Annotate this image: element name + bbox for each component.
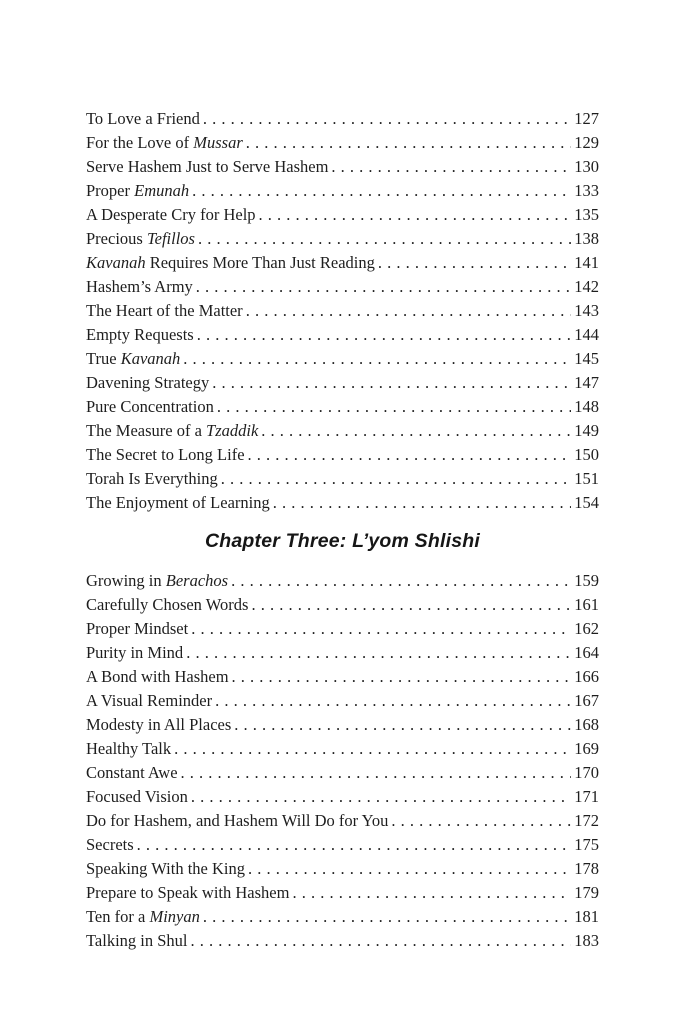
toc-entry xyxy=(86,131,599,155)
dot-leader xyxy=(217,395,571,419)
toc-entry-page-number: 175 xyxy=(574,835,599,854)
toc-entry-title: Precious Tefillos xyxy=(86,229,195,248)
dot-leader xyxy=(215,689,571,713)
dot-leader xyxy=(191,929,572,953)
toc-entry xyxy=(86,833,599,857)
dot-leader xyxy=(198,227,571,251)
toc-entry xyxy=(86,881,599,905)
toc-entry-page-number: 179 xyxy=(574,883,599,902)
toc-section xyxy=(86,107,599,515)
dot-leader xyxy=(259,203,572,227)
toc-entry xyxy=(86,155,599,179)
toc-entry xyxy=(86,203,599,227)
toc-entry-title: Carefully Chosen Words xyxy=(86,595,249,614)
toc-entry xyxy=(86,689,599,713)
toc-entry-title: True Kavanah xyxy=(86,349,181,368)
toc-entry-page-number: 130 xyxy=(574,157,599,176)
toc-entry-page-number: 172 xyxy=(574,811,599,830)
toc-entry xyxy=(86,299,599,323)
toc-entry-page-number: 129 xyxy=(574,133,599,152)
toc-entry xyxy=(86,491,599,515)
dot-leader xyxy=(331,155,571,179)
dot-leader xyxy=(232,665,572,689)
toc-entry xyxy=(86,323,599,347)
dot-leader xyxy=(197,323,572,347)
toc-entry-page-number: 151 xyxy=(574,469,599,488)
dot-leader xyxy=(234,713,571,737)
chapter-heading: Chapter Three: L’yom Shlishi xyxy=(204,530,481,552)
toc-entry-page-number: 164 xyxy=(574,643,599,662)
toc-entry-page-number: 135 xyxy=(574,205,599,224)
toc-entry-page-number: 181 xyxy=(574,907,599,926)
toc-entry-title: Modesty in All Places xyxy=(86,715,232,734)
toc-entry-title: Ten for a Minyan xyxy=(86,907,200,926)
toc-entry-title: Do for Hashem, and Hashem Will Do for You xyxy=(86,811,389,830)
dot-leader xyxy=(183,347,571,371)
toc-entry-page-number: 147 xyxy=(574,373,599,392)
toc-entry xyxy=(86,785,599,809)
toc-entry-title: Talking in Shul xyxy=(86,931,188,950)
toc-entry-title: Constant Awe xyxy=(86,763,178,782)
toc-entry xyxy=(86,713,599,737)
toc-entry-page-number: 143 xyxy=(574,301,599,320)
dot-leader xyxy=(378,251,571,275)
toc-entry-page-number: 127 xyxy=(574,109,599,128)
toc-entry-page-number: 138 xyxy=(574,229,599,248)
dot-leader xyxy=(246,131,572,155)
toc-entry xyxy=(86,443,599,467)
toc-entry-page-number: 148 xyxy=(574,397,599,416)
toc-entry-title: Secrets xyxy=(86,835,134,854)
toc-entry-page-number: 169 xyxy=(574,739,599,758)
dot-leader xyxy=(137,833,572,857)
toc-entry-title: Kavanah Requires More Than Just Reading xyxy=(86,253,375,272)
toc-entry-title: Davening Strategy xyxy=(86,373,210,392)
toc-entry-title: A Desperate Cry for Help xyxy=(86,205,256,224)
dot-leader xyxy=(221,467,572,491)
toc-entry-page-number: 159 xyxy=(574,571,599,590)
dot-leader xyxy=(203,905,571,929)
toc-entry-page-number: 145 xyxy=(574,349,599,368)
toc-entry xyxy=(86,905,599,929)
toc-entry-page-number: 142 xyxy=(574,277,599,296)
toc-entry xyxy=(86,395,599,419)
toc-entry-title: Proper Emunah xyxy=(86,181,190,200)
toc-entry-title: Pure Concentration xyxy=(86,397,214,416)
toc-entry-title: Purity in Mind xyxy=(86,643,184,662)
toc-entry-title: Serve Hashem Just to Serve Hashem xyxy=(86,157,329,176)
toc-entry-title: Empty Requests xyxy=(86,325,194,344)
toc-entry-page-number: 162 xyxy=(574,619,599,638)
toc-entry-page-number: 168 xyxy=(574,715,599,734)
toc-entry-page-number: 183 xyxy=(574,931,599,950)
toc-entry xyxy=(86,641,599,665)
toc-entry-title: Growing in Berachos xyxy=(86,571,229,590)
toc-entry xyxy=(86,347,599,371)
toc-entry-title: Hashem’s Army xyxy=(86,277,193,296)
toc-entry xyxy=(86,275,599,299)
toc-entry-page-number: 150 xyxy=(574,445,599,464)
toc-entry-title: Focused Vision xyxy=(86,787,188,806)
dot-leader xyxy=(196,275,571,299)
toc-entry-title: A Bond with Hashem xyxy=(86,667,229,686)
toc-entry-title: To Love a Friend xyxy=(86,109,200,128)
dot-leader xyxy=(192,179,571,203)
dot-leader xyxy=(203,107,571,131)
toc-entry-page-number: 154 xyxy=(574,493,599,512)
dot-leader xyxy=(186,641,571,665)
dot-leader xyxy=(273,491,572,515)
toc-entry xyxy=(86,809,599,833)
toc-entry-title: The Enjoyment of Learning xyxy=(86,493,270,512)
dot-leader xyxy=(292,881,571,905)
toc xyxy=(86,107,599,953)
toc-entry xyxy=(86,929,599,953)
toc-entry xyxy=(86,593,599,617)
dot-leader xyxy=(246,299,572,323)
dot-leader xyxy=(251,593,571,617)
toc-entry-title: For the Love of Mussar xyxy=(86,133,243,152)
toc-entry xyxy=(86,761,599,785)
dot-leader xyxy=(174,737,571,761)
toc-section xyxy=(86,569,599,953)
toc-entry-page-number: 141 xyxy=(574,253,599,272)
dot-leader xyxy=(191,785,571,809)
toc-entry-title: A Visual Reminder xyxy=(86,691,213,710)
toc-entry xyxy=(86,665,599,689)
toc-entry-page-number: 149 xyxy=(574,421,599,440)
toc-entry xyxy=(86,371,599,395)
toc-entry-page-number: 170 xyxy=(574,763,599,782)
toc-entry xyxy=(86,179,599,203)
dot-leader xyxy=(248,857,571,881)
toc-entry-title: Proper Mindset xyxy=(86,619,189,638)
toc-entry-page-number: 167 xyxy=(574,691,599,710)
toc-entry-page-number: 133 xyxy=(574,181,599,200)
dot-leader xyxy=(212,371,571,395)
toc-entry xyxy=(86,737,599,761)
dot-leader xyxy=(248,443,572,467)
toc-entry xyxy=(86,857,599,881)
toc-entry-page-number: 166 xyxy=(574,667,599,686)
toc-entry-page-number: 161 xyxy=(574,595,599,614)
toc-entry-title: Speaking With the King xyxy=(86,859,245,878)
toc-entry xyxy=(86,107,599,131)
toc-entry-page-number: 178 xyxy=(574,859,599,878)
dot-leader xyxy=(191,617,571,641)
toc-entry-page-number: 144 xyxy=(574,325,599,344)
toc-entry xyxy=(86,419,599,443)
toc-entry xyxy=(86,467,599,491)
toc-entry-title: The Secret to Long Life xyxy=(86,445,245,464)
toc-entry-title: Prepare to Speak with Hashem xyxy=(86,883,290,902)
toc-entry-title: The Measure of a Tzaddik xyxy=(86,421,259,440)
toc-entry xyxy=(86,569,599,593)
toc-entry-page-number: 171 xyxy=(574,787,599,806)
toc-entry xyxy=(86,251,599,275)
dot-leader xyxy=(391,809,571,833)
toc-entry-title: Torah Is Everything xyxy=(86,469,218,488)
dot-leader xyxy=(181,761,572,785)
dot-leader xyxy=(261,419,571,443)
toc-entry xyxy=(86,227,599,251)
toc-entry xyxy=(86,617,599,641)
dot-leader xyxy=(231,569,571,593)
toc-entry-title: Healthy Talk xyxy=(86,739,172,758)
toc-entry-title: The Heart of the Matter xyxy=(86,301,243,320)
